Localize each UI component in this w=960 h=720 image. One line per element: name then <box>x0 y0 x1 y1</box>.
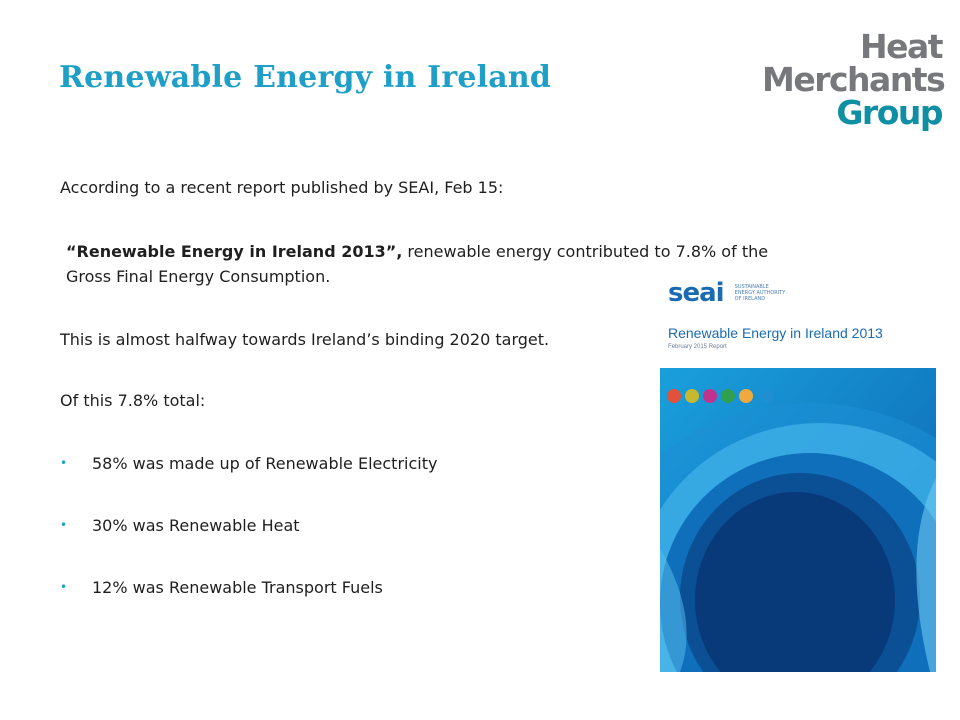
seai-brand-text: seai <box>668 278 724 308</box>
cover-icon-green <box>721 389 735 403</box>
heat-merchants-group-logo <box>762 27 945 132</box>
quote-text-first-line: renewable energy contributed to 7.8% of the <box>402 242 769 261</box>
slide-title: Renewable Energy in Ireland <box>59 60 552 95</box>
total-text: Of this 7.8% total: <box>60 391 206 410</box>
quote-text-second-line: Gross Final Energy Consumption. <box>66 267 331 286</box>
intro-text: According to a recent report published by SEAI, Feb 15: <box>60 178 504 197</box>
list-item <box>60 516 437 536</box>
list-item <box>60 578 437 598</box>
cover-icon-magenta <box>703 389 717 403</box>
list-item-text: 58% was made up of Renewable Electricity <box>92 454 438 473</box>
report-cover-title: Renewable Energy in Ireland 2013 <box>668 325 883 341</box>
cover-icon-olive <box>685 389 699 403</box>
bullet-icon: • <box>60 580 68 594</box>
cover-icon-red <box>667 389 681 403</box>
list-item-text: 12% was Renewable Transport Fuels <box>92 578 383 597</box>
bullet-icon: • <box>60 456 68 470</box>
seai-logo <box>668 278 785 308</box>
cover-icon-orange <box>739 389 753 403</box>
target-text: This is almost halfway towards Ireland’s binding 2020 target. <box>60 330 550 349</box>
report-cover-subtitle: February 2015 Report <box>668 344 727 350</box>
bullet-icon: • <box>60 518 68 532</box>
cover-icon-blue <box>759 389 773 403</box>
report-cover-image <box>656 278 936 672</box>
logo-line-heat: Heat <box>859 27 942 66</box>
list-item-text: 30% was Renewable Heat <box>92 516 300 535</box>
report-name: “Renewable Energy in Ireland 2013”, <box>66 242 403 261</box>
logo-line-group: Group <box>836 93 942 132</box>
list-item <box>60 454 437 474</box>
logo-line-merchants: Merchants <box>762 60 945 99</box>
breakdown-list <box>60 454 437 640</box>
seai-brand-subtitle: SUSTAINABLE ENERGY AUTHORITY OF IRELAND <box>734 284 786 302</box>
report-cover-artwork <box>660 368 936 672</box>
